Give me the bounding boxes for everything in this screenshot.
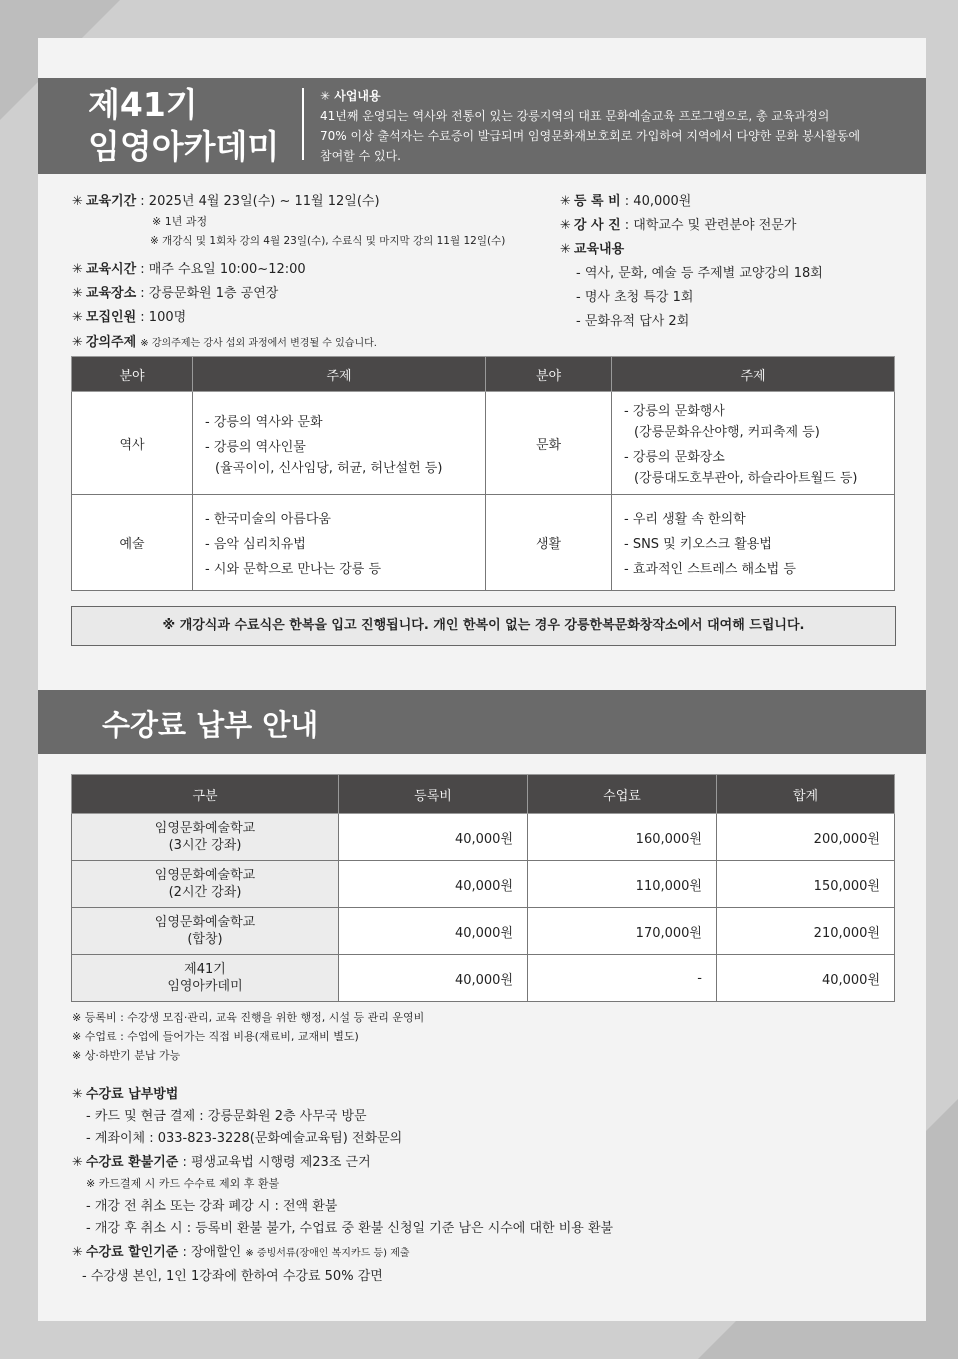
payment-method-row: ✳ 수강료 납부방법: [72, 1087, 179, 1102]
header-divider: [302, 88, 304, 160]
column-header: 주제: [612, 357, 895, 392]
topic-item: - 효과적인 스트레스 해소법 등: [624, 562, 796, 577]
recruit-value: : 100명: [140, 310, 187, 325]
registration-fee-cell: 40,000원: [339, 861, 528, 908]
column-header: 수업료: [528, 775, 717, 814]
business-line: 70% 이상 출석자는 수료증이 발급되며 임영문화재보호회로 가입하여 지역에서 다양한 문화 봉사활동에: [320, 129, 861, 143]
topic-item: - SNS 및 키오스크 활용법: [624, 537, 772, 552]
topic-item: - 강릉의 문화행사: [624, 404, 725, 419]
academy-title: [88, 84, 279, 168]
table-row: [72, 392, 895, 495]
topic-item: (율곡이이, 신사임당, 허균, 허난설헌 등): [215, 460, 443, 476]
content-item: - 문화유적 답사 2회: [576, 314, 690, 329]
table-row: [72, 908, 895, 955]
recruit-label: 모집인원: [85, 310, 137, 325]
topic-item: - 시와 문학으로 만나는 강릉 등: [205, 562, 382, 577]
course-name: 임영문화예술학교: [154, 868, 256, 883]
course-subname: (합창): [187, 932, 223, 947]
course-name: 제41기: [184, 962, 226, 977]
time-row: ✳ 교육시간 : 매주 수요일 10:00~12:00: [72, 262, 306, 277]
topics-cell: [193, 495, 486, 591]
course-name-cell: [72, 955, 339, 1002]
tuition-cell: 110,000원: [528, 861, 717, 908]
academy-title-line1: 제41기: [88, 85, 198, 124]
table-row: [72, 814, 895, 861]
column-header: 등록비: [339, 775, 528, 814]
field-cell: 생활: [486, 495, 612, 591]
period-note: ※ 1년 과정: [152, 215, 208, 228]
course-name: 임영문화예술학교: [154, 915, 256, 930]
fee-value: : 40,000원: [624, 194, 692, 209]
payment-method-label: 수강료 납부방법: [85, 1087, 179, 1102]
period-label: 교육기간: [85, 194, 137, 209]
period-row: ✳ 교육기간 : 2025년 4월 23일(수) ~ 11월 12일(수): [72, 194, 380, 209]
discount-item: - 수강생 본인, 1인 1강좌에 한하여 수강료 50% 감면: [82, 1269, 383, 1284]
fee-row: ✳ 등 록 비 : 40,000원: [560, 194, 692, 209]
fee-note: ※ 등록비 : 수강생 모집·관리, 교육 진행을 위한 행정, 시설 등 관리 운영비: [72, 1011, 425, 1024]
place-value: : 강릉문화원 1층 공연장: [140, 286, 279, 301]
content-item: - 역사, 문화, 예술 등 주제별 교양강의 18회: [576, 266, 823, 281]
total-cell: 150,000원: [717, 861, 895, 908]
topic-row: ✳ 강의주제 ※ 강의주제는 강사 섭외 과정에서 변경될 수 있습니다.: [72, 335, 377, 350]
course-name-cell: [72, 814, 339, 861]
course-subname: 임영아카데미: [167, 979, 243, 994]
registration-fee-cell: 40,000원: [339, 814, 528, 861]
place-row: ✳ 교육장소 : 강릉문화원 1층 공연장: [72, 286, 279, 301]
academy-title-line2: 임영아카데미: [88, 127, 280, 166]
refund-value: : 평생교육법 시행령 제23조 근거: [182, 1155, 371, 1170]
total-cell: 40,000원: [717, 955, 895, 1002]
column-header: 분야: [72, 357, 193, 392]
topic-item: - 우리 생활 속 한의학: [624, 512, 746, 527]
lecturer-value: : 대학교수 및 관련분야 전문가: [624, 218, 797, 233]
recruit-row: ✳ 모집인원 : 100명: [72, 310, 187, 325]
total-cell: 210,000원: [717, 908, 895, 955]
business-line: 41년째 운영되는 역사와 전통이 있는 강릉지역의 대표 문화예술교육 프로그램으로, 총 교육과정의: [320, 109, 830, 123]
table-row: [72, 495, 895, 591]
business-line: 참여할 수 있다.: [320, 149, 401, 163]
fee-note: ※ 상·하반기 분납 가능: [72, 1049, 181, 1062]
tuition-cell: 170,000원: [528, 908, 717, 955]
business-heading: ✳ 사업내용: [320, 89, 381, 103]
discount-note: ※ 증빙서류(장애인 복지카드 등) 제출: [245, 1248, 410, 1259]
topic-item: - 한국미술의 아름다움: [205, 512, 331, 527]
field-cell: 예술: [72, 495, 193, 591]
topics-cell: [612, 495, 895, 591]
column-header: 분야: [486, 357, 612, 392]
field-cell: 문화: [486, 392, 612, 495]
topic-item: (강릉대도호부관아, 하슬라아트월드 등): [634, 471, 858, 486]
table-row: [72, 861, 895, 908]
topics-cell: [612, 392, 895, 495]
content-item: - 명사 초청 특강 1회: [576, 290, 694, 305]
total-cell: 200,000원: [717, 814, 895, 861]
table-row: [72, 955, 895, 1002]
course-name: 임영문화예술학교: [154, 821, 256, 836]
time-value: : 매주 수요일 10:00~12:00: [140, 262, 306, 277]
time-label: 교육시간: [85, 262, 137, 277]
content-row: ✳ 교육내용: [560, 242, 625, 257]
topic-item: - 강릉의 문화장소: [624, 450, 725, 465]
lecturer-label: 강 사 진: [573, 218, 621, 233]
course-name-cell: [72, 908, 339, 955]
payment-method-item: - 계좌이체 : 033-823-3228(문화예술교육팀) 전화문의: [86, 1131, 403, 1146]
topic-item: - 강릉의 역사와 문화: [205, 414, 323, 430]
refund-note: ※ 카드결제 시 카드 수수료 제외 후 환불: [86, 1177, 280, 1190]
registration-fee-cell: 40,000원: [339, 955, 528, 1002]
fee-table-header: [72, 775, 895, 814]
hanbok-notice: ※ 개강식과 수료식은 한복을 입고 진행됩니다. 개인 한복이 없는 경우 강릉한복문화창작소에서 대여해 드립니다.: [71, 606, 896, 646]
discount-value: : 장애할인: [182, 1245, 242, 1260]
refund-item: - 개강 전 취소 또는 강좌 폐강 시 : 전액 환불: [86, 1199, 338, 1214]
tuition-cell: 160,000원: [528, 814, 717, 861]
topics-table-header: [72, 357, 895, 392]
period-value: : 2025년 4월 23일(수) ~ 11월 12일(수): [140, 194, 380, 209]
period-note: ※ 개강식 및 1회차 강의 4월 23일(수), 수료식 및 마지막 강의 11월 12일(수): [150, 235, 506, 247]
registration-fee-cell: 40,000원: [339, 908, 528, 955]
discount-label: 수강료 할인기준: [85, 1245, 179, 1260]
place-label: 교육장소: [85, 286, 137, 301]
topic-note: ※ 강의주제는 강사 섭외 과정에서 변경될 수 있습니다.: [140, 338, 377, 349]
fee-table: [71, 774, 895, 1002]
fee-section-title: 수강료 납부 안내: [102, 708, 319, 742]
lecturer-row: ✳ 강 사 진 : 대학교수 및 관련분야 전문가: [560, 218, 797, 233]
content-label: 교육내용: [573, 242, 625, 257]
course-subname: (2시간 강좌): [168, 885, 242, 900]
column-header: 합계: [717, 775, 895, 814]
topics-cell: [193, 392, 486, 495]
fee-label: 등 록 비: [573, 194, 621, 209]
field-cell: 역사: [72, 392, 193, 495]
topic-item: - 강릉의 역사인물: [205, 439, 306, 455]
refund-row: ✳ 수강료 환불기준 : 평생교육법 시행령 제23조 근거: [72, 1155, 371, 1170]
topics-table: [71, 356, 895, 591]
course-subname: (3시간 강좌): [168, 838, 242, 853]
course-name-cell: [72, 861, 339, 908]
column-header: 주제: [193, 357, 486, 392]
topic-label: 강의주제: [85, 335, 137, 350]
fee-note: ※ 수업료 : 수업에 들어가는 직접 비용(재료비, 교재비 별도): [72, 1030, 359, 1043]
column-header: 구분: [72, 775, 339, 814]
topic-item: - 음악 심리치유법: [205, 537, 306, 552]
business-description: [320, 86, 860, 166]
discount-row: ✳ 수강료 할인기준 : 장애할인 ※ 증빙서류(장애인 복지카드 등) 제출: [72, 1245, 410, 1260]
refund-item: - 개강 후 취소 시 : 등록비 환불 불가, 수업료 중 환불 신청일 기준 남은 시수에 대한 비용 환불: [86, 1221, 614, 1236]
refund-label: 수강료 환불기준: [85, 1155, 179, 1170]
topic-item: (강릉문화유산야행, 커피축제 등): [634, 425, 820, 440]
payment-method-item: - 카드 및 현금 결제 : 강릉문화원 2층 사무국 방문: [86, 1109, 367, 1124]
tuition-cell: -: [528, 955, 717, 1002]
